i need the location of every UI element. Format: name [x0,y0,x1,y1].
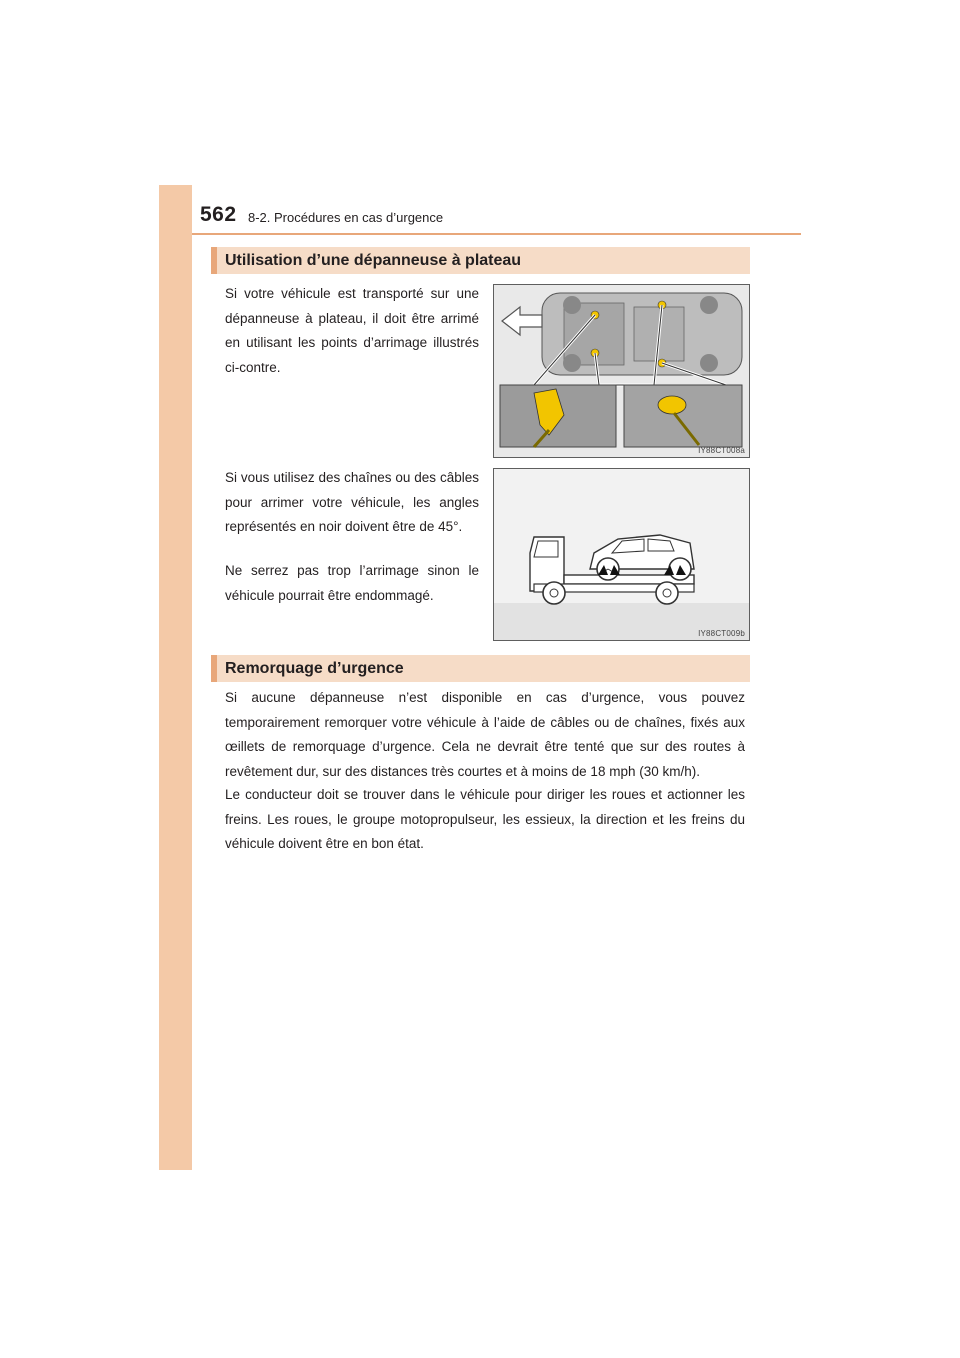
figure-flatbed-truck [493,468,750,641]
chapter-title: 8-2. Procédures en cas d’urgence [248,210,444,225]
section-heading-text: Remorquage d’urgence [225,660,404,677]
figure-code: IY88CT008a [698,446,745,455]
page-number: 562 [200,203,237,226]
section-heading-flatbed [211,247,750,274]
paragraph-emergency-towing: Si aucune dépanneuse n’est disponible en cas d’urgence, vous pouvez temporairement remorquer votre véhicule à l’aide de câbles ou de chaînes, fixés aux œillets de remorquage d’urgence. Cela ne devrait être tenté que sur des routes à revêtement dur, sur des distances très courtes et à moins de 18 mph (30 km/h). [225,690,745,779]
figure-code: IY88CT009b [698,629,745,638]
section-heading-emergency-towing [211,655,750,682]
side-thumb-band [159,185,192,1170]
flatbed-truck-illustration [494,469,750,641]
section-heading-text: Utilisation d’une dépanneuse à plateau [225,252,522,269]
paragraph-chain-angle: Si vous utilisez des chaînes ou des câbles pour arrimer votre véhicule, les angles représentés en noir doivent être de 45°. [225,470,479,534]
paragraph-driver-requirements: Le conducteur doit se trouver dans le véhicule pour diriger les roues et actionner les freins. Les roues, le groupe motopropulseur, les essieux, la direction et les freins du véhicule doivent être en bon état. [225,787,745,851]
figure-tie-down-points [493,284,750,458]
paragraph-tighten-warning: Ne serrez pas trop l’arrimage sinon le véhicule pourrait être endommagé. [225,563,479,603]
paragraph-flatbed-intro: Si votre véhicule est transporté sur une dépanneuse à plateau, il doit être arrimé en utilisant les points d’arrimage illustrés ci-contre. [225,286,479,375]
underbody-illustration [494,285,750,458]
header-rule [192,233,801,235]
